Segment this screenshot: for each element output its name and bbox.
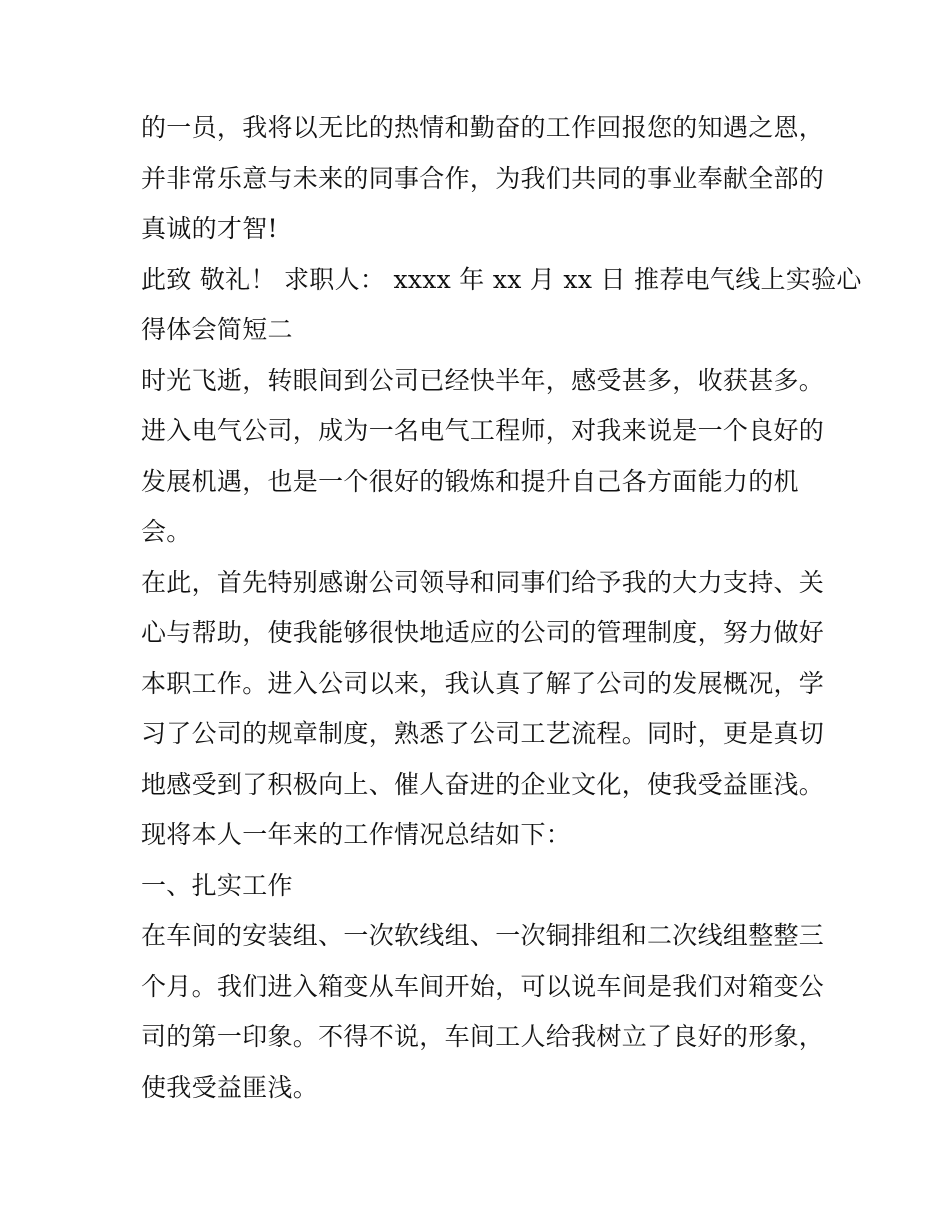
text-line: 得体会简短二: [141, 315, 293, 344]
text-line: 时光飞逝，转眼间到公司已经快半年，感受甚多，收获甚多。: [141, 365, 825, 395]
text-line: 在车间的安装组、一次软线组、一次铜排组和二次线组整整三: [141, 921, 825, 950]
text-line: 在此，首先特别感谢公司领导和同事们给予我的大力支持、关: [141, 567, 825, 597]
text-line: 进入电气公司，成为一名电气工程师，对我来说是一个良好的: [141, 416, 825, 445]
text-line: 本职工作。进入公司以来，我认真了解了公司的发展概况，学: [141, 668, 825, 698]
text-line: 个月。我们进入箱变从车间开始，可以说车间是我们对箱变公: [141, 971, 825, 1001]
text-line: 此致 敬礼！ 求职人： xxxx 年 xx 月 xx 日 推荐电气线上实验心: [141, 264, 862, 294]
text-line: 的一员，我将以无比的热情和勤奋的工作回报您的知遇之恩，: [141, 113, 825, 142]
text-line: 地感受到了积极向上、催人奋进的企业文化，使我受益匪浅。: [141, 769, 825, 799]
text-line: 司的第一印象。不得不说，车间工人给我树立了良好的形象，: [141, 1022, 825, 1051]
text-line: 发展机遇，也是一个很好的锻炼和提升自己各方面能力的机: [141, 466, 799, 496]
text-line: 真诚的才智!: [141, 214, 278, 243]
text-line: 心与帮助，使我能够很快地适应的公司的管理制度，努力做好: [141, 618, 825, 647]
document-body: [141, 103, 862, 1113]
text-line: 会。: [141, 517, 192, 546]
text-line: 现将本人一年来的工作情况总结如下：: [141, 820, 572, 849]
text-line: 习了公司的规章制度，熟悉了公司工艺流程。同时，更是真切: [141, 719, 825, 748]
section-heading: 一、扎实工作: [141, 870, 293, 900]
text-line: 并非常乐意与未来的同事合作，为我们共同的事业奉献全部的: [141, 163, 825, 193]
text-line: 使我受益匪浅。: [141, 1072, 319, 1102]
